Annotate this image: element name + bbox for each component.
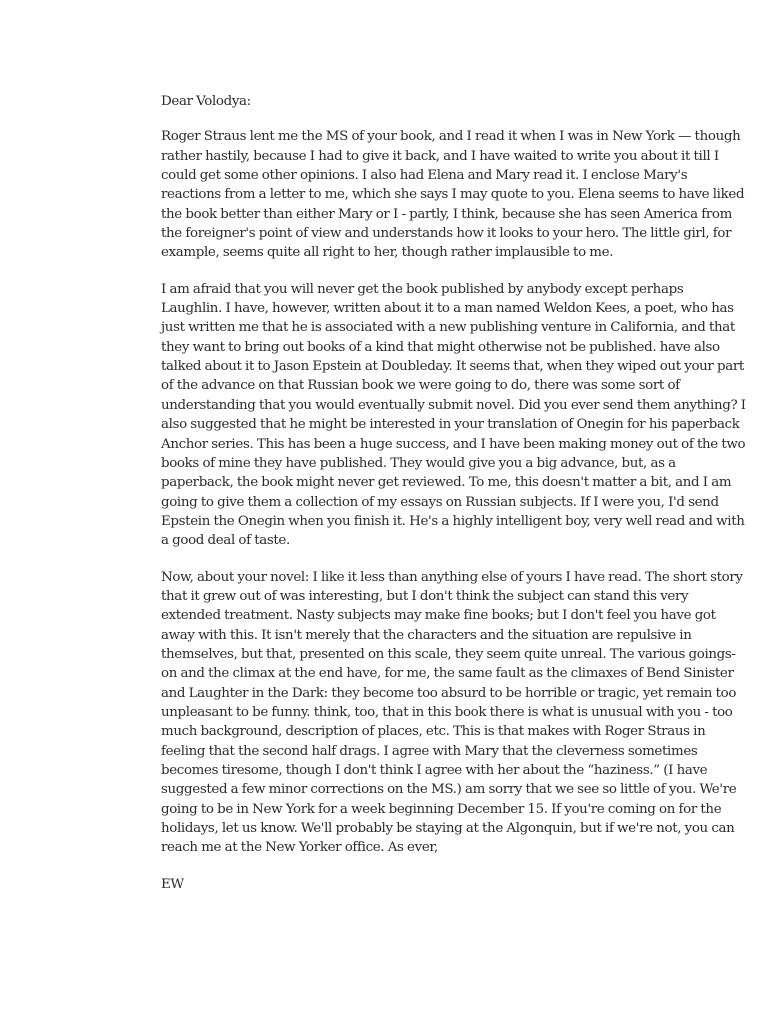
- salutation: Dear Volodya:: [161, 94, 251, 109]
- paragraph-3: Now, about your novel: I like it less than anything else of yours I have read. The short story that it grew out of was interesting, but I don't think the subject can stand this very extended treatment. Nasty subjects may make fine books; but I don't feel you have got away with this. It isn't merely that the characters and the situation are repulsive in themselves, but that, presented on this scale, they seem quite unreal. The various goings-on and the climax at the end have, for me, the same fault as the climaxes of Bend Sinister and Laughter in the Dark: they become too absurd to be horrible or tragic, yet remain too unpleasant to be funny. think, too, that in this book there is what is unusual with you - too much background, description of places, etc. This is that makes with Roger Straus in feeling that the second half drags. I agree with Mary that the cleverness sometimes becomes tiresome, though I don't think I agree with her about the “haziness.” (I have suggested a few minor corrections on the MS.) am sorry that we see so little of you. We're going to be in New York for a week beginning December 15. If you're coming on for the holidays, let us know. We'll probably be staying at the Algonquin, but if we're not, you can reach me at the New Yorker office. As ever,: [161, 569, 743, 856]
- paragraph-1: Roger Straus lent me the MS of your book, and I read it when I was in New York — though rather hastily, because I had to give it back, and I have waited to write you about it till I could get some other opinions. I also had Elena and Mary read it. I enclose Mary's reactions from a letter to me, which she says I may quote to you. Elena seems to have liked the book better than either Mary or I - partly, I think, because she has seen America from the foreigner's point of view and understands how it looks to your hero. The little girl, for example, seems quite all right to her, though rather implausible to me.: [161, 129, 745, 261]
- paragraph-2: I am afraid that you will never get the book published by anybody except perhaps Laughlin. I have, however, written about it to a man named Weldon Kees, a poet, who has just written me that he is associated with a new publishing venture in California, and that they want to bring out books of a kind that might otherwise not be published. have also talked about it to Jason Epstein at Doubleday. It seems that, when they wiped out your part of the advance on that Russian book we were going to do, there was some sort of understanding that you would eventually submit novel. Did you ever send them anything? I also suggested that he might be interested in your translation of Onegin for his paperback Anchor series. This has been a huge success, and I have been making money out of the two books of mine they have published. They would give you a big advance, but, as a paperback, the book might never get reviewed. To me, this doesn't matter a bit, and I am going to give them a collection of my essays on Russian subjects. If I were you, I'd send Epstein the Onegin when you finish it. He's a highly intelligent boy, very well read and with a good deal of taste.: [161, 281, 746, 549]
- letter-body: [161, 92, 746, 894]
- signature: EW: [161, 876, 184, 892]
